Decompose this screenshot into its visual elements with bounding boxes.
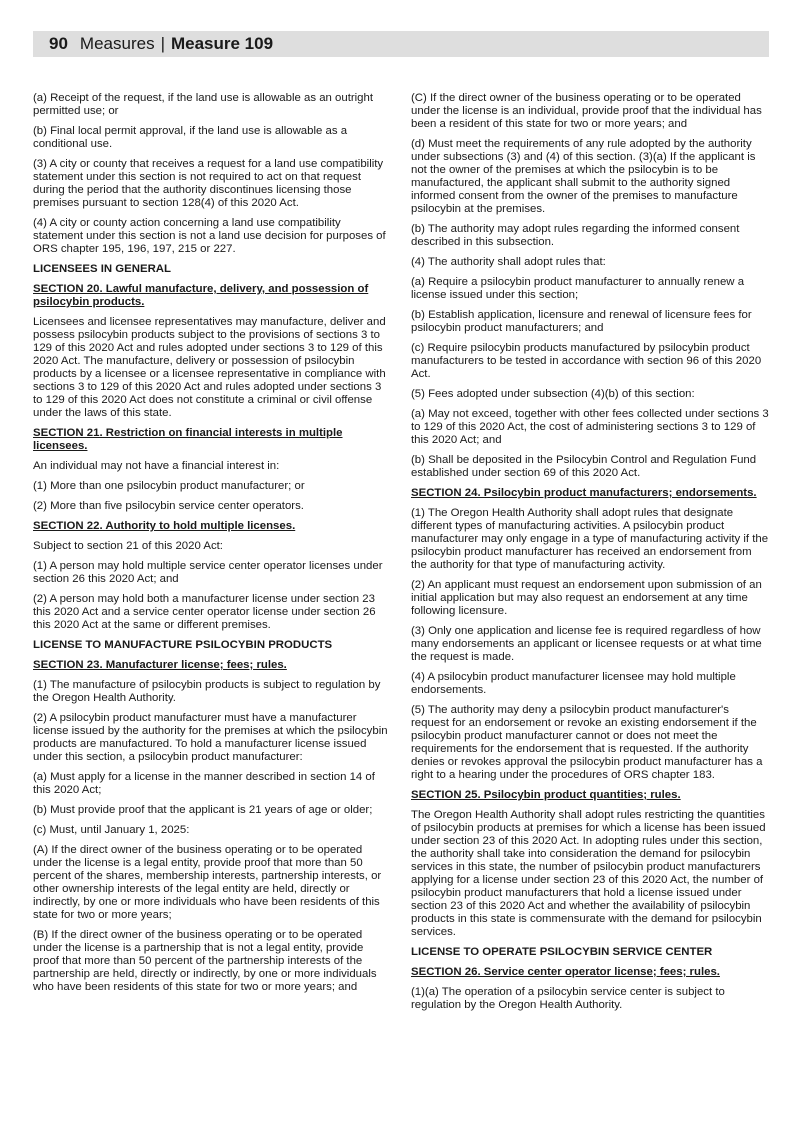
section-title: SECTION 21. Restriction on financial interests in multiple licensees. [33,427,343,452]
measure-label: Measure 109 [170,34,274,53]
paragraph: (1) The manufacture of psilocybin products is subject to regulation by the Oregon Health Authority. [33,679,381,704]
header-separator: | [160,34,165,53]
part-heading: LICENSE TO OPERATE PSILOCYBIN SERVICE CENTER [411,946,713,958]
paragraph: (5) The authority may deny a psilocybin product manufacturer's request for an endorsement or revoke an existing endorsement if the psilocybin product manufacturer cannot or does not meet the requirements for the endorsement that is requested. If the authority denies or revokes approval the psilocybin product manufacturer has a right to a hearing under the procedures of ORS chapter 183. [411,704,763,781]
paragraph: (c) Must, until January 1, 2025: [33,824,190,836]
paragraph: (3) A city or county that receives a request for a land use compatibility statement under this section is not required to act on that request during the period that the authority discontinues licensing those premises pursuant to section 128(4) of this 2020 Act. [33,158,384,209]
paragraph: (b) Establish application, licensure and renewal of licensure fees for psilocybin product manufacturers; and [411,309,752,334]
paragraph: (4) A psilocybin product manufacturer licensee may hold multiple endorsements. [411,671,736,696]
paragraph: (3) Only one application and license fee is required regardless of how many endorsements an applicant or licensee requests or at what time the request is made. [411,625,762,663]
paragraph: Subject to section 21 of this 2020 Act: [33,540,223,552]
paragraph: An individual may not have a financial interest in: [33,460,280,472]
paragraph: (2) A psilocybin product manufacturer must have a manufacturer license issued by the authority for the premises at which the psilocybin products are manufactured. To hold a manufacturer license issued under this section, a psilocybin product manufacturer: [33,712,388,763]
left-column [33,92,391,1001]
section-title: SECTION 25. Psilocybin product quantities; rules. [411,789,681,801]
part-heading: LICENSEES IN GENERAL [33,263,171,275]
section-title: SECTION 20. Lawful manufacture, delivery, and possession of psilocybin products. [33,283,369,308]
paragraph: (b) Must provide proof that the applicant is 21 years of age or older; [33,804,373,816]
page-header [33,31,769,57]
paragraph: (b) Final local permit approval, if the land use is allowable as a conditional use. [33,125,348,150]
section-title: SECTION 26. Service center operator license; fees; rules. [411,966,720,978]
paragraph: (C) If the direct owner of the business operating or to be operated under the license is an individual, provide proof that the individual has been a resident of this state for two or more years; and [411,92,762,130]
section-title: SECTION 24. Psilocybin product manufacturers; endorsements. [411,487,757,499]
paragraph: (A) If the direct owner of the business operating or to be operated under the license is a legal entity, provide proof that more than 50 percent of the shares, membership interests, partnership interests, or other ownership interests of the legal entity are held, directly or indirectly, by one or more individuals who have been residents of this state for two or more years; [33,844,382,921]
part-heading: LICENSE TO MANUFACTURE PSILOCYBIN PRODUCTS [33,639,333,651]
paragraph: (a) Receipt of the request, if the land use is allowable as an outright permitted use; or [33,92,374,117]
paragraph: (a) Must apply for a license in the manner described in section 14 of this 2020 Act; [33,771,375,796]
paragraph: (a) Require a psilocybin product manufacturer to annually renew a license issued under this section; [411,276,745,301]
right-column [411,92,769,1019]
paragraph: (1) More than one psilocybin product manufacturer; or [33,480,305,492]
section-title: SECTION 22. Authority to hold multiple licenses. [33,520,296,532]
paragraph: (c) Require psilocybin products manufactured by psilocybin product manufacturers to be tested in accordance with section 96 of this 2020 Act. [411,342,762,380]
paragraph: (2) More than five psilocybin service center operators. [33,500,304,512]
paragraph: (d) Must meet the requirements of any rule adopted by the authority under subsections (3) and (4) of this section. (3)(a) If the applicant is not the owner of the premises at which the psilocybin is to be manufactured, the applicant shall submit to the authority signed informed consent from the owner of the premises to manufacture psilocybin at the premises. [411,138,756,215]
paragraph: (1)(a) The operation of a psilocybin service center is subject to regulation by the Oregon Health Authority. [411,986,725,1011]
paragraph: (2) A person may hold both a manufacturer license under section 23 this 2020 Act and a service center operator license under section 26 this 2020 Act at the same or different premises. [33,593,376,631]
paragraph: (1) A person may hold multiple service center operator licenses under section 26 this 2020 Act; and [33,560,383,585]
paragraph: (4) A city or county action concerning a land use compatibility statement under this section is not a land use decision for purposes of ORS chapter 195, 196, 197, 215 or 227. [33,217,386,255]
paragraph: The Oregon Health Authority shall adopt rules restricting the quantities of psilocybin products at premises for which a license has been issued under section 23 of this 2020 Act. In adopting rules under this section, the authority shall take into consideration the demand for psilocybin services in this state, the number of psilocybin product manufacturers applying for a license under section 23 of this 2020 Act, the number of psilocybin product manufacturers that hold a license issued under section 23 of this 2020 Act and whether the availability of psilocybin products in this state is commensurate with the demand for psilocybin services. [411,809,766,938]
paragraph: (B) If the direct owner of the business operating or to be operated under the license is a partnership that is not a legal entity, provide proof that more than 50 percent of the partnership interests of the partnership are held, directly or indirectly, by one or more individuals who have been residents of this state for two or more years; and [33,929,377,993]
paragraph: (a) May not exceed, together with other fees collected under sections 3 to 129 of this 2020 Act, the cost of administering sections 3 to 129 of this 2020 Act; and [411,408,769,446]
paragraph: (b) Shall be deposited in the Psilocybin Control and Regulation Fund established under section 69 of this 2020 Act. [411,454,757,479]
section-title: SECTION 23. Manufacturer license; fees; rules. [33,659,287,671]
paragraph: (1) The Oregon Health Authority shall adopt rules that designate different types of manufacturing activities. A psilocybin product manufacturer may only engage in a type of manufacturing activity if the psilocybin product manufacturer has received an endorsement from the authority for that type of manufacturing activity. [411,507,769,571]
paragraph: (b) The authority may adopt rules regarding the informed consent described in this subsection. [411,223,740,248]
paragraph: (2) An applicant must request an endorsement upon submission of an initial application but may also request an endorsement at any time following licensure. [411,579,762,617]
section-label: Measures [79,34,155,53]
paragraph: (4) The authority shall adopt rules that: [411,256,606,268]
paragraph: Licensees and licensee representatives may manufacture, deliver and possess psilocybin products subject to the provisions of sections 3 to 129 of this 2020 Act and rules adopted under sections 3 to 129 of this 2020 Act. The manufacture, delivery or possession of psilocybin products by a licensee or a licensee representative in compliance with sections 3 to 129 of this 2020 Act and rules adopted under sections 3 to 129 of this 2020 Act does not constitute a criminal or civil offense under the laws of this state. [33,316,386,419]
page-number: 90 [49,34,68,53]
paragraph: (5) Fees adopted under subsection (4)(b) of this section: [411,388,695,400]
